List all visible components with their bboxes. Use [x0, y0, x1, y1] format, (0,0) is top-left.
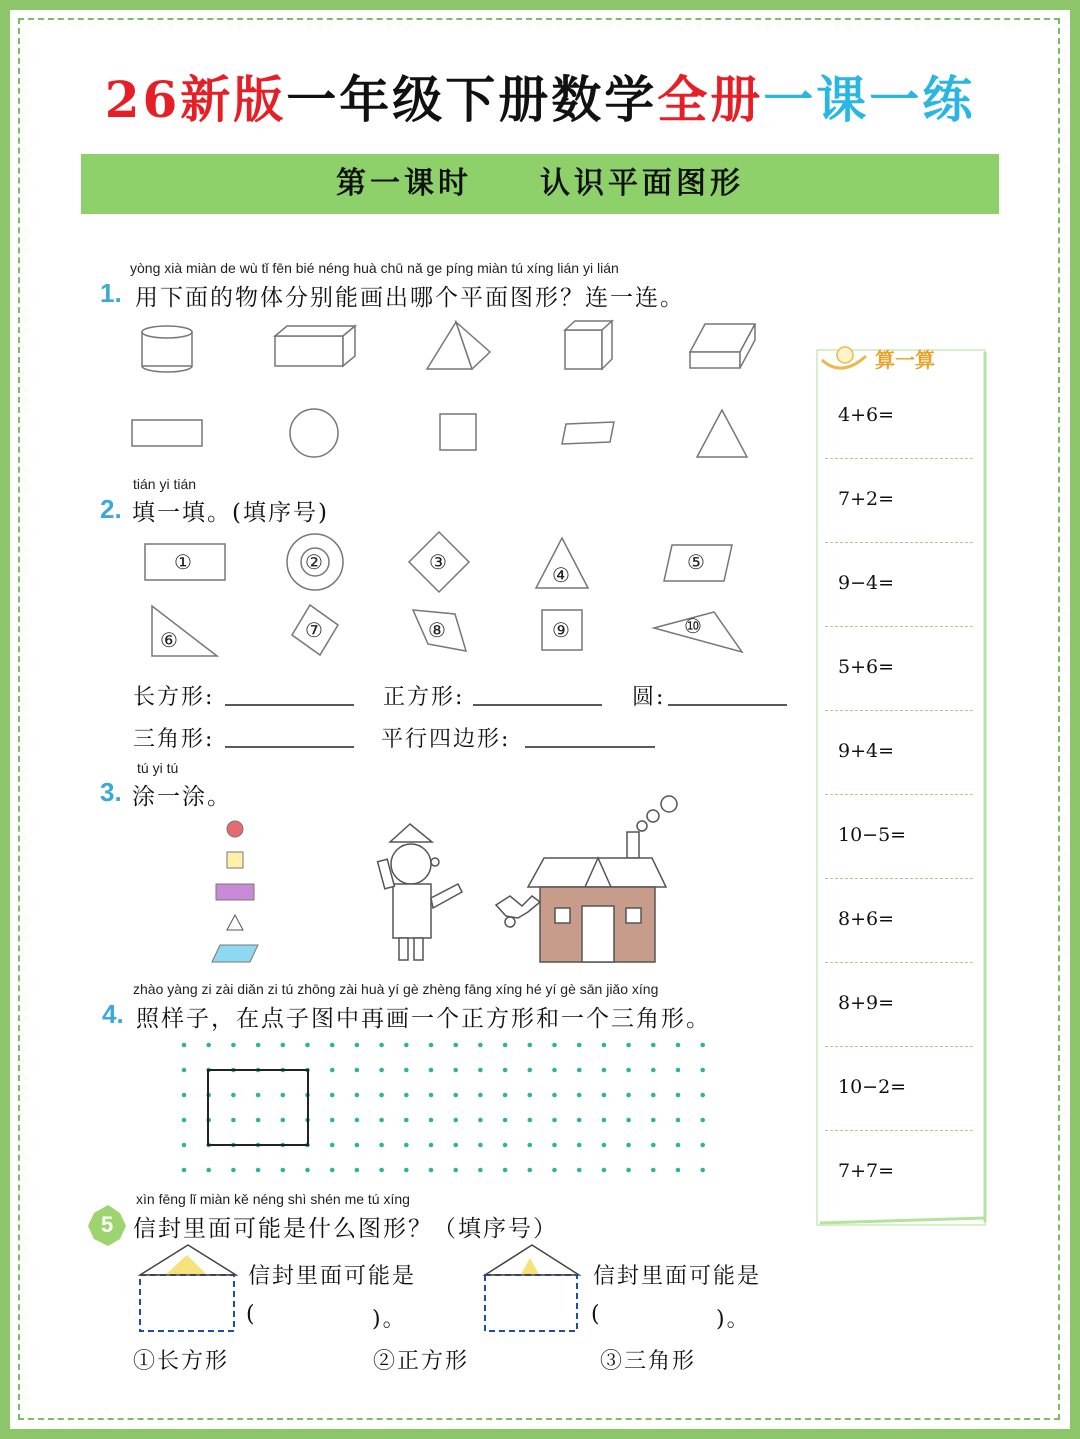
grid-dot — [281, 1118, 286, 1123]
q5-paren-close-2: )。 — [716, 1307, 751, 1332]
grid-dot — [651, 1068, 656, 1073]
grid-dot — [626, 1168, 631, 1173]
grid-dot — [330, 1143, 335, 1148]
grid-dot — [602, 1093, 607, 1098]
grid-dot — [429, 1143, 434, 1148]
grid-dot — [404, 1068, 409, 1073]
cylinder-icon — [142, 326, 192, 372]
grid-dot — [676, 1168, 681, 1173]
grid-dot — [676, 1093, 681, 1098]
grid-dot — [404, 1093, 409, 1098]
grid-dot — [602, 1143, 607, 1148]
sidebar-title: 算一算 — [875, 348, 935, 372]
grid-dot — [651, 1118, 656, 1123]
grid-dot — [330, 1068, 335, 1073]
grid-dot — [651, 1143, 656, 1148]
grid-dot — [478, 1068, 483, 1073]
grid-dot — [281, 1093, 286, 1098]
grid-dot — [256, 1168, 261, 1173]
grid-dot — [182, 1143, 187, 1148]
title-part-3: 全册 — [657, 70, 764, 129]
grid-dot — [231, 1093, 236, 1098]
equation: 10−5= — [838, 824, 907, 846]
grid-dot — [676, 1143, 681, 1148]
grid-dot — [379, 1143, 384, 1148]
grid-dot — [281, 1168, 286, 1173]
grid-dot — [379, 1118, 384, 1123]
q2-label-9: ⑨ — [552, 618, 570, 642]
grid-dot — [528, 1143, 533, 1148]
grid-dot — [231, 1043, 236, 1048]
equation: 8+6= — [838, 908, 895, 930]
q5-pinyin: xìn fēng lǐ miàn kě néng shì shén me tú xíng — [136, 1191, 410, 1207]
grid-dot — [453, 1068, 458, 1073]
grid-dot — [404, 1118, 409, 1123]
equation: 7+7= — [838, 1160, 895, 1182]
q1-text: 用下面的物体分别能画出哪个平面图形？连一连。 — [135, 285, 685, 311]
grid-dot — [355, 1043, 360, 1048]
grid-dot — [528, 1043, 533, 1048]
grid-dot — [552, 1143, 557, 1148]
grid-dot — [305, 1168, 310, 1173]
grid-dot — [602, 1043, 607, 1048]
grid-dot — [577, 1168, 582, 1173]
q5-option-3: ③三角形 — [600, 1349, 697, 1374]
dot-grid[interactable] — [182, 1043, 705, 1173]
q5-paren-open-2: ( — [591, 1302, 602, 1327]
q5-paren-open-1: ( — [246, 1302, 257, 1327]
grid-dot — [453, 1168, 458, 1173]
equation-divider — [825, 878, 973, 879]
grid-dot — [305, 1043, 310, 1048]
grid-dot — [528, 1093, 533, 1098]
equation-divider — [825, 542, 973, 543]
equation-divider — [825, 1046, 973, 1047]
grid-dot — [552, 1043, 557, 1048]
q4-pinyin: zhào yàng zi zài diǎn zi tú zhōng zài huà yí gè zhèng fāng xíng hé yí gè sān jiǎo xíng — [133, 981, 659, 997]
grid-dot — [676, 1118, 681, 1123]
q2-label-10: ⑩ — [684, 614, 702, 638]
grid-dot — [206, 1168, 211, 1173]
grid-dot — [182, 1068, 187, 1073]
grid-dot — [626, 1093, 631, 1098]
q3-number: 3. — [100, 777, 122, 807]
q5-number: 5 — [101, 1212, 114, 1237]
house-figure — [496, 796, 677, 962]
grid-dot — [453, 1093, 458, 1098]
equation-divider — [825, 458, 973, 459]
grid-dot — [700, 1068, 705, 1073]
grid-dot — [182, 1043, 187, 1048]
q1-number: 1. — [100, 278, 122, 308]
grid-dot — [429, 1043, 434, 1048]
q2-text: 填一填。(填序号) — [132, 500, 329, 526]
grid-dot — [503, 1068, 508, 1073]
grid-dot — [651, 1043, 656, 1048]
grid-dot — [503, 1168, 508, 1173]
grid-dot — [478, 1168, 483, 1173]
grid-dot — [182, 1093, 187, 1098]
grid-dot — [503, 1093, 508, 1098]
grid-dot — [626, 1143, 631, 1148]
grid-dot — [330, 1118, 335, 1123]
q2-number: 2. — [100, 494, 122, 524]
q5-text: 信封里面可能是什么图形？（填序号） — [133, 1216, 558, 1242]
grid-dot — [577, 1068, 582, 1073]
pyramid-icon — [427, 322, 490, 369]
field-label-parallelogram: 平行四边形: — [381, 727, 511, 752]
grid-dot — [503, 1043, 508, 1048]
grid-dot — [453, 1043, 458, 1048]
q2-pinyin: tián yi tián — [133, 476, 197, 492]
grid-dot — [330, 1043, 335, 1048]
q2-label-1: ① — [174, 550, 192, 574]
title-part-4: 一课一练 — [763, 70, 976, 129]
q5-prompt-1: 信封里面可能是 — [248, 1264, 417, 1289]
grid-dot — [256, 1118, 261, 1123]
equation: 8+9= — [838, 992, 895, 1014]
grid-dot — [453, 1118, 458, 1123]
grid-dot — [552, 1068, 557, 1073]
q2-label-5: ⑤ — [687, 550, 705, 574]
equation-divider — [825, 962, 973, 963]
grid-dot — [404, 1168, 409, 1173]
grid-dot — [602, 1168, 607, 1173]
envelope-2 — [485, 1245, 579, 1331]
grid-dot — [700, 1143, 705, 1148]
equation-divider — [825, 1130, 973, 1131]
triangle-shape — [697, 410, 747, 457]
rectangle-shape — [132, 420, 202, 446]
grid-dot — [676, 1068, 681, 1073]
equation: 7+2= — [838, 488, 895, 510]
q2-label-7: ⑦ — [305, 618, 323, 642]
grid-dot — [700, 1093, 705, 1098]
grid-dot — [256, 1043, 261, 1048]
grid-dot — [256, 1093, 261, 1098]
grid-dot — [478, 1093, 483, 1098]
q5-option-1: ①长方形 — [133, 1349, 230, 1374]
q2-label-4: ④ — [552, 563, 570, 587]
grid-dot — [206, 1043, 211, 1048]
q4-text: 照样子，在点子图中再画一个正方形和一个三角形。 — [136, 1006, 711, 1032]
grid-dot — [478, 1118, 483, 1123]
grid-dot — [355, 1068, 360, 1073]
grid-dot — [379, 1068, 384, 1073]
grid-dot — [404, 1043, 409, 1048]
q2-label-3: ③ — [429, 550, 447, 574]
grid-dot — [626, 1043, 631, 1048]
grid-dot — [231, 1168, 236, 1173]
blue-parallelogram — [212, 945, 258, 962]
grid-dot — [552, 1093, 557, 1098]
parallelogram-shape — [562, 422, 614, 444]
grid-dot — [379, 1168, 384, 1173]
grid-dot — [676, 1043, 681, 1048]
sample-rectangle — [208, 1070, 308, 1145]
robot-figure — [378, 824, 462, 960]
grid-dot — [577, 1043, 582, 1048]
equation: 10−2= — [838, 1076, 907, 1098]
envelope-1 — [140, 1245, 236, 1331]
grid-dot — [651, 1093, 656, 1098]
red-circle — [227, 821, 243, 837]
equation-divider — [825, 794, 973, 795]
grid-dot — [429, 1168, 434, 1173]
grid-dot — [429, 1118, 434, 1123]
grid-dot — [355, 1118, 360, 1123]
grid-dot — [602, 1068, 607, 1073]
q3-pinyin: tú yi tú — [137, 760, 179, 776]
grid-dot — [429, 1093, 434, 1098]
q4-number: 4. — [102, 999, 124, 1029]
equation: 4+6= — [838, 404, 895, 426]
prism-icon — [690, 324, 755, 368]
cuboid-icon — [275, 326, 355, 366]
grid-dot — [552, 1118, 557, 1123]
grid-dot — [478, 1143, 483, 1148]
grid-dot — [577, 1118, 582, 1123]
grid-dot — [355, 1168, 360, 1173]
grid-dot — [626, 1118, 631, 1123]
grid-dot — [281, 1043, 286, 1048]
grid-dot — [429, 1068, 434, 1073]
q2-label-2: ② — [305, 550, 323, 574]
q5-prompt-2: 信封里面可能是 — [593, 1264, 762, 1289]
lesson-banner-text: 第一课时 认识平面图形 — [336, 166, 744, 201]
grid-dot — [330, 1093, 335, 1098]
grid-dot — [478, 1043, 483, 1048]
grid-dot — [602, 1118, 607, 1123]
grid-dot — [379, 1093, 384, 1098]
equation: 9−4= — [838, 572, 895, 594]
grid-dot — [528, 1068, 533, 1073]
grid-dot — [355, 1143, 360, 1148]
field-label-triangle: 三角形: — [133, 727, 215, 752]
grid-dot — [182, 1168, 187, 1173]
grid-dot — [577, 1143, 582, 1148]
grid-dot — [700, 1043, 705, 1048]
grid-dot — [528, 1168, 533, 1173]
field-label-rectangle: 长方形: — [133, 685, 215, 710]
equation: 9+4= — [838, 740, 895, 762]
grid-dot — [552, 1168, 557, 1173]
grid-dot — [453, 1143, 458, 1148]
yellow-square — [227, 852, 243, 868]
q1-pinyin: yòng xià miàn de wù tǐ fēn bié néng huà chū nǎ ge píng miàn tú xíng lián yi lián — [130, 260, 619, 276]
grid-dot — [626, 1068, 631, 1073]
circle-shape — [290, 409, 338, 457]
grid-dot — [379, 1043, 384, 1048]
q5-paren-close-1: )。 — [372, 1307, 407, 1332]
grid-dot — [700, 1118, 705, 1123]
grid-dot — [528, 1118, 533, 1123]
grid-dot — [404, 1143, 409, 1148]
purple-rectangle — [216, 884, 254, 900]
equation-divider — [825, 710, 973, 711]
q5-option-2: ②正方形 — [373, 1349, 470, 1374]
grid-dot — [355, 1093, 360, 1098]
grid-dot — [503, 1143, 508, 1148]
grid-dot — [182, 1118, 187, 1123]
q2-label-8: ⑧ — [428, 618, 446, 642]
grid-dot — [503, 1118, 508, 1123]
grid-dot — [651, 1168, 656, 1173]
equation-divider — [825, 626, 973, 627]
field-label-square: 正方形: — [383, 685, 465, 710]
grid-dot — [700, 1168, 705, 1173]
q3-text: 涂一涂。 — [132, 784, 232, 810]
square-shape — [440, 414, 476, 450]
equation: 5+6= — [838, 656, 895, 678]
grid-dot — [231, 1118, 236, 1123]
title-part-2: 一年级下册数学 — [286, 70, 658, 129]
white-triangle — [227, 915, 243, 930]
title-part-1: 26新版 — [104, 70, 287, 129]
grid-dot — [330, 1168, 335, 1173]
q2-label-6: ⑥ — [160, 628, 178, 652]
grid-dot — [577, 1093, 582, 1098]
field-label-circle: 圆: — [632, 685, 666, 710]
cube-icon — [565, 321, 612, 369]
